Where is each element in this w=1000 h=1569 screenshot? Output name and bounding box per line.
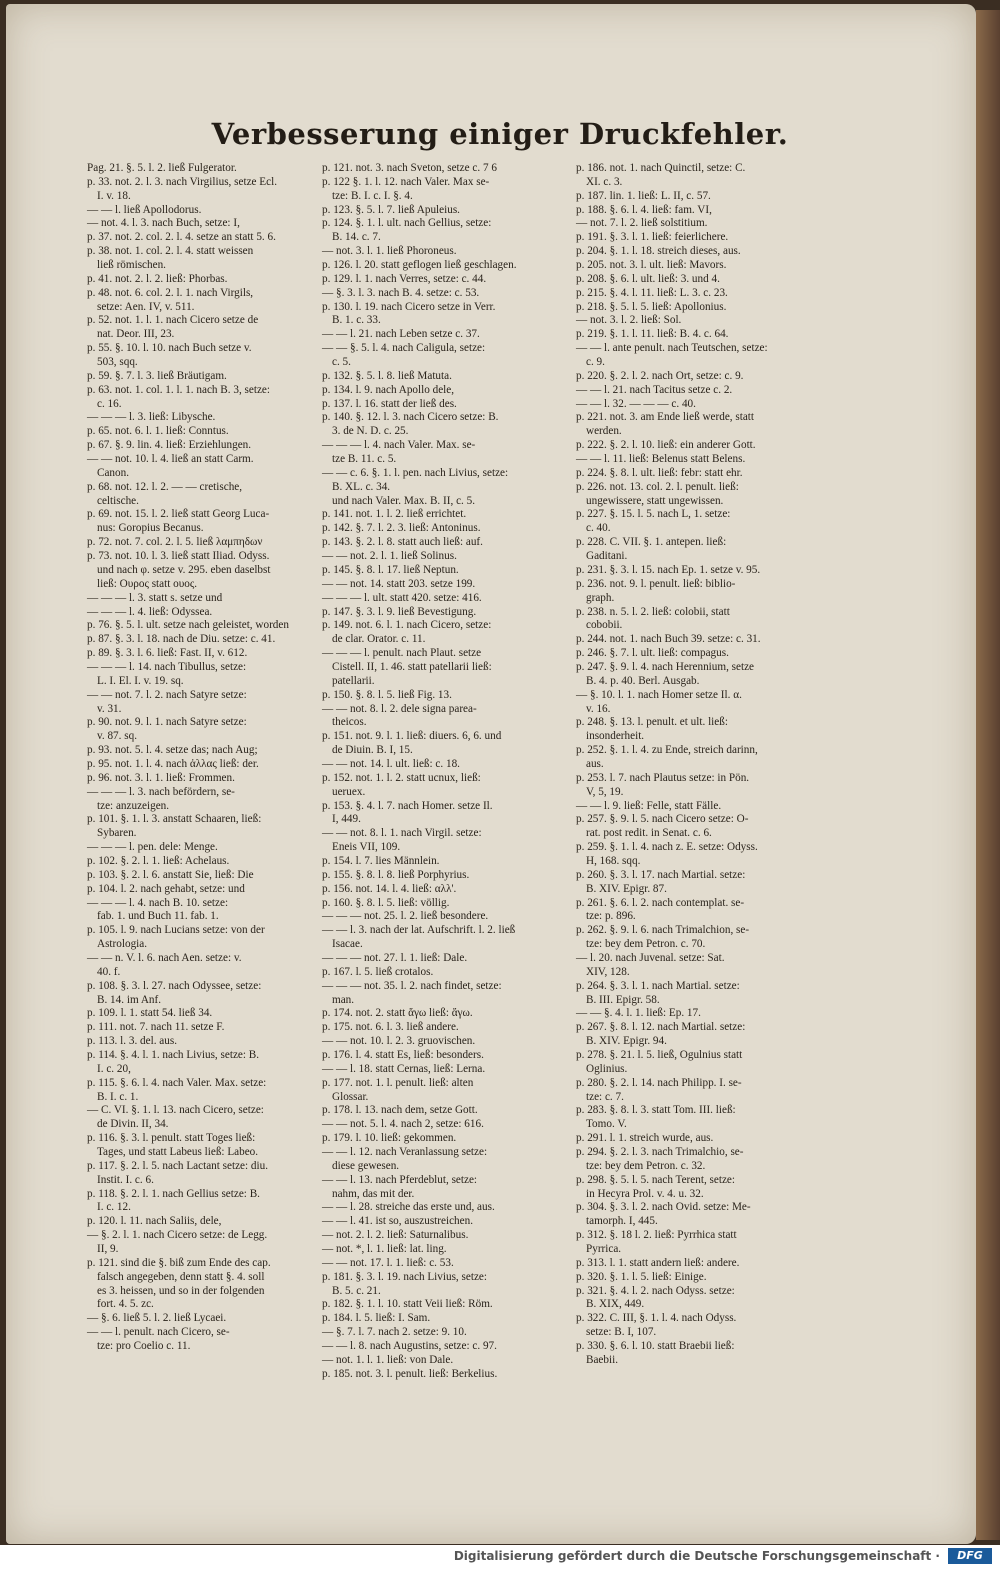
erratum-line: p. 123. §. 5. l. 7. ließ Apuleius.	[322, 203, 460, 216]
erratum-line: p. 134. l. 9. nach Apollo dele,	[322, 383, 455, 396]
erratum-line: p. 101. §. 1. l. 3. anstatt Schaaren, ließ:	[87, 813, 262, 826]
erratum-line: — §. 10. l. 1. nach Homer setze Il. α.	[576, 688, 742, 701]
erratum-line: p. 93. not. 5. l. 4. setze das; nach Aug;	[87, 744, 258, 757]
erratum-line: p. 69. not. 15. l. 2. ließ statt Georg Luca-	[87, 508, 270, 521]
erratum-line: tze B. 11. c. 5.	[332, 453, 397, 466]
erratum-line: p. 182. §. 1. l. 10. statt Veii ließ: Röm.	[322, 1298, 493, 1311]
erratum-line: p. 179. l. 10. ließ: gekommen.	[322, 1132, 457, 1145]
erratum-line: B. 14. im Anf.	[97, 993, 162, 1006]
erratum-line: Sybaren.	[97, 827, 137, 840]
erratum-line: p. 252. §. 1. l. 4. zu Ende, streich darinn,	[576, 744, 758, 757]
erratum-line: p. 191. §. 3. l. 1. ließ: feierlichere.	[576, 231, 729, 244]
erratum-line: p. 142. §. 7. l. 2. 3. ließ: Antoninus.	[322, 522, 481, 535]
erratum-line: p. 278. §. 21. l. 5. ließ, Ogulnius statt	[576, 1049, 743, 1061]
erratum-line: — — not. 10. l. 2. 3. gruovischen.	[322, 1035, 476, 1048]
erratum-line: XIV, 128.	[586, 965, 630, 978]
erratum-line: — — §. 4. l. 1. ließ: Ep. 17.	[576, 1007, 701, 1020]
erratum-line: p. 102. §. 2. l. 1. ließ: Achelaus.	[87, 854, 230, 867]
erratum-line: p. 105. l. 9. nach Lucians setze: von der	[87, 924, 265, 937]
erratum-line: — — — l. 3. nach befördern, se-	[87, 785, 235, 798]
erratum-line: p. 283. §. 8. l. 3. statt Tom. III. ließ:	[576, 1104, 736, 1117]
erratum-line: p. 177. not. 1. l. penult. ließ: alten	[322, 1076, 474, 1089]
erratum-line: c. 16.	[97, 397, 122, 410]
erratum-line: — — not. 14. l. ult. ließ: c. 18.	[322, 757, 460, 770]
erratum-line: p. 41. not. 2. l. 2. ließ: Phorbas.	[87, 272, 228, 285]
erratum-line: — — l. 32. — — — c. 40.	[576, 397, 696, 410]
erratum-line: p. 65. not. 6. l. 1. ließ: Conntus.	[87, 425, 229, 438]
erratum-line: setze: B. I, 107.	[586, 1326, 657, 1339]
erratum-line: p. 167. l. 5. ließ crotalos.	[322, 965, 434, 978]
erratum-line: Oglinius.	[586, 1062, 628, 1075]
erratum-line: Pyrrica.	[586, 1243, 622, 1256]
erratum-line: theicos.	[332, 716, 367, 729]
erratum-line: H, 168. sqq.	[586, 854, 641, 867]
erratum-line: — — — not. 35. l. 2. nach findet, setze:	[322, 979, 502, 992]
erratum-line: p. 205. not. 3. l. ult. ließ: Mavors.	[576, 259, 727, 272]
erratum-line: — — l. 41. ist so, auszustreichen.	[322, 1215, 474, 1228]
erratum-line: graph.	[586, 591, 615, 604]
erratum-line: XI. c. 3.	[586, 175, 623, 188]
erratum-line: p. 122 §. 1. l. 12. nach Valer. Max se-	[322, 175, 490, 188]
erratum-line: — — l. 12. nach Veranlassung setze:	[322, 1146, 488, 1159]
erratum-line: p. 160. §. 8. l. 5. ließ: völlig.	[322, 896, 450, 909]
erratum-line: — — l. ante penult. nach Teutschen, setze:	[576, 342, 768, 355]
erratum-line: ließ: Ουρος statt ουος.	[97, 577, 198, 590]
erratum-line: p. 121. not. 3. nach Sveton, setze c. 7 6	[322, 162, 497, 174]
erratum-line: aus.	[586, 757, 604, 770]
erratum-line: p. 115. §. 6. l. 4. nach Valer. Max. setze:	[87, 1076, 267, 1089]
erratum-line: — — not. 14. statt 203. setze 199.	[322, 577, 476, 590]
erratum-line: p. 260. §. 3. l. 17. nach Martial. setze:	[576, 868, 746, 881]
erratum-line: p. 219. §. 1. l. 11. ließ: B. 4. c. 64.	[576, 328, 729, 341]
erratum-line: p. 114. §. 4. l. 1. nach Livius, setze: B.	[87, 1049, 260, 1061]
erratum-line: p. 108. §. 3. l. 27. nach Odyssee, setze:	[87, 979, 262, 992]
erratum-line: p. 236. not. 9. l. penult. ließ: biblio-	[576, 577, 736, 590]
erratum-line: B. 1. c. 33.	[332, 314, 381, 327]
erratum-line: Cistell. II, 1. 46. statt patellarii ließ:	[332, 660, 492, 673]
erratum-line: werden.	[586, 425, 622, 438]
erratum-line: 3. de N. D. c. 25.	[332, 425, 409, 438]
erratum-line: cobobii.	[586, 619, 623, 632]
erratum-line: p. 304. §. 3. l. 2. nach Ovid. setze: Me-	[576, 1201, 751, 1214]
erratum-line: — — c. 6. §. 1. l. pen. nach Livius, setze:	[322, 466, 509, 479]
erratum-line: setze: Aen. IV, v. 511.	[97, 300, 195, 313]
erratum-line: tze: bey dem Petron. c. 70.	[586, 938, 706, 951]
erratum-line: Instit. I. c. 6.	[97, 1173, 154, 1186]
erratum-line: p. 175. not. 6. l. 3. ließ andere.	[322, 1021, 459, 1034]
erratum-line: p. 147. §. 3. l. 9. ließ Bevestigung.	[322, 605, 477, 618]
erratum-line: Eneis VII, 109.	[332, 841, 401, 854]
erratum-line: Tomo. V.	[586, 1118, 627, 1131]
column-middle	[322, 162, 570, 1382]
erratum-line: L. I. El. I. v. 19. sq.	[97, 674, 184, 687]
erratum-line: p. 222. §. 2. l. 10. ließ: ein anderer Gott.	[576, 439, 756, 452]
erratum-line: p. 73. not. 10. l. 3. ließ statt Iliad. Odyss.	[87, 550, 270, 563]
erratum-line: p. 322. C. III, §. 1. l. 4. nach Odyss.	[576, 1312, 737, 1325]
erratum-line: fort. 4. 5. zc.	[97, 1298, 154, 1311]
erratum-line: p. 143. §. 2. l. 8. statt auch ließ: auf.	[322, 536, 483, 549]
erratum-line: p. 151. not. 9. l. 1. ließ: diuers. 6, 6. und	[322, 730, 502, 743]
erratum-line: — not. 3. l. 1. ließ Phoroneus.	[322, 245, 457, 258]
erratum-line: 40. f.	[97, 965, 121, 978]
erratum-line: B. 14. c. 7.	[332, 231, 381, 244]
erratum-line: p. 150. §. 8. l. 5. ließ Fig. 13.	[322, 688, 452, 701]
erratum-line: I. c. 12.	[97, 1201, 131, 1214]
erratum-line: p. 226. not. 13. col. 2. l. penult. ließ:	[576, 480, 739, 493]
erratum-line: p. 228. C. VII. §. 1. antepen. ließ:	[576, 536, 727, 549]
erratum-line: p. 257. §. 9. l. 5. nach Cicero setze: O-	[576, 813, 749, 826]
erratum-line: p. 104. l. 2. nach gehabt, setze: und	[87, 882, 245, 895]
erratum-line: tze: p. 896.	[586, 910, 636, 923]
erratum-line: II, 9.	[97, 1243, 119, 1256]
erratum-line: B. 4. p. 40. Berl. Ausgab.	[586, 674, 700, 687]
erratum-line: p. 188. §. 6. l. 4. ließ: fam. VI,	[576, 203, 712, 216]
erratum-line: nus: Goropius Becanus.	[97, 522, 204, 535]
erratum-line: es 3. heissen, und so in der folgenden	[97, 1284, 265, 1297]
erratum-line: ueruex.	[332, 785, 366, 798]
erratum-line: — — l. 18. statt Cernas, ließ: Lerna.	[322, 1062, 486, 1075]
erratum-line: p. 124. §. 1. l. ult. nach Gellius, setze:	[322, 217, 492, 230]
erratum-line: p. 215. §. 4. l. 11. ließ: L. 3. c. 23.	[576, 286, 728, 299]
erratum-line: p. 156. not. 14. l. 4. ließ: αλλ'.	[322, 882, 457, 895]
erratum-line: p. 152. not. 1. l. 2. statt ucnux, ließ:	[322, 771, 481, 784]
dfg-logo: DFG	[948, 1548, 992, 1564]
erratum-line: — §. 3. l. 3. nach B. 4. setze: c. 53.	[322, 286, 480, 299]
erratum-line: c. 40.	[586, 522, 611, 535]
erratum-line: p. 140. §. 12. l. 3. nach Cicero setze: B.	[322, 411, 499, 424]
erratum-line: — §. 7. l. 7. nach 2. setze: 9. 10.	[322, 1326, 467, 1339]
erratum-line: p. 118. §. 2. l. 1. nach Gellius setze: B.	[87, 1187, 260, 1200]
erratum-line: p. 320. §. 1. l. 5. ließ: Einige.	[576, 1270, 707, 1283]
erratum-line: B. III. Epigr. 58.	[586, 993, 660, 1006]
erratum-line: p. 267. §. 8. l. 12. nach Martial. setze:	[576, 1021, 746, 1034]
erratum-line: — — l. 9. ließ: Felle, statt Fälle.	[576, 799, 722, 812]
erratum-line: diese gewesen.	[332, 1159, 400, 1172]
erratum-line: — — not. 17. l. 1. ließ: c. 53.	[322, 1256, 454, 1269]
erratum-line: p. 294. §. 2. l. 3. nach Trimalchio, se-	[576, 1146, 744, 1159]
erratum-line: — not. 1. l. 1. ließ: von Dale.	[322, 1353, 454, 1366]
erratum-line: — — n. V. l. 6. nach Aen. setze: v.	[87, 951, 242, 964]
erratum-line: p. 261. §. 6. l. 2. nach contemplat. se-	[576, 896, 745, 909]
erratum-line: p. 221. not. 3. am Ende ließ werde, statt	[576, 411, 755, 424]
erratum-line: tze: pro Coelio c. 11.	[97, 1340, 191, 1353]
erratum-line: p. 253. l. 7. nach Plautus setze: in Pön.	[576, 771, 750, 784]
erratum-line: c. 9.	[586, 356, 605, 369]
erratum-line: nahm, das mit der.	[332, 1187, 415, 1200]
erratum-line: p. 280. §. 2. l. 14. nach Philipp. I. se-	[576, 1076, 742, 1089]
erratum-line: p. 117. §. 2. l. 5. nach Lactant setze: diu.	[87, 1159, 269, 1172]
erratum-line: p. 48. not. 6. col. 2. l. 1. nach Virgils,	[87, 286, 254, 299]
erratum-line: p. 178. l. 13. nach dem, setze Gott.	[322, 1104, 478, 1117]
erratum-line: p. 111. not. 7. nach 11. setze F.	[87, 1021, 225, 1034]
erratum-line: p. 224. §. 8. l. ult. ließ: febr: statt ehr.	[576, 466, 743, 479]
erratum-line: p. 95. not. 1. l. 4. nach ἀλλας ließ: der.	[87, 757, 259, 770]
erratum-line: v. 31.	[97, 702, 122, 715]
erratum-line: p. 130. l. 19. nach Cicero setze in Verr.	[322, 300, 496, 313]
erratum-line: — — not. 8. l. 1. nach Virgil. setze:	[322, 827, 482, 840]
erratum-line: — — — l. ult. statt 420. setze: 416.	[322, 591, 482, 604]
erratum-line: p. 321. §. 4. l. 2. nach Odyss. setze:	[576, 1284, 735, 1297]
erratum-line: v. 16.	[586, 702, 611, 715]
erratum-line: — not. 2. l. 2. ließ: Saturnalibus.	[322, 1229, 469, 1242]
erratum-line: 503, sqq.	[97, 356, 138, 369]
erratum-line: p. 291. l. 1. streich wurde, aus.	[576, 1132, 714, 1145]
erratum-line: — — — l. 14. nach Tibullus, setze:	[87, 660, 247, 673]
erratum-line: Pag. 21. §. 5. l. 2. ließ Fulgerator.	[87, 162, 237, 174]
erratum-line: — — l. 8. nach Augustins, setze: c. 97.	[322, 1340, 497, 1353]
erratum-line: p. 63. not. 1. col. 1. l. 1. nach B. 3, setze:	[87, 383, 271, 396]
erratum-line: — — — not. 27. l. 1. ließ: Dale.	[322, 951, 468, 964]
erratum-line: — — l. 13. nach Pferdeblut, setze:	[322, 1173, 478, 1186]
erratum-line: p. 153. §. 4. l. 7. nach Homer. setze Il.	[322, 799, 493, 812]
erratum-line: B. I. c. 1.	[97, 1090, 139, 1103]
erratum-line: p. 76. §. 5. l. ult. setze nach geleistet, worden	[87, 619, 289, 632]
erratum-line: und nach φ. setze v. 295. eben daselbst	[97, 563, 271, 576]
erratum-line: p. 89. §. 3. l. 6. ließ: Fast. II, v. 612.	[87, 647, 248, 660]
erratum-line: p. 103. §. 2. l. 6. anstatt Sie, ließ: Die	[87, 868, 254, 881]
erratum-line: p. 109. l. 1. statt 54. ließ 34.	[87, 1007, 213, 1020]
erratum-line: de Diuin. B. I, 15.	[332, 744, 413, 757]
erratum-line: p. 330. §. 6. l. 10. statt Braebii ließ:	[576, 1340, 735, 1353]
erratum-line: tze: bey dem Petron. c. 32.	[586, 1159, 706, 1172]
erratum-line: Tages, und statt Labeus ließ: Labeo.	[97, 1146, 259, 1159]
footer-credit: Digitalisierung gefördert durch die Deutsche Forschungsgemeinschaft ·	[453, 1549, 940, 1563]
page-title: Verbesserung einiger Druckfehler.	[211, 117, 789, 151]
erratum-line: — — l. penult. nach Cicero, se-	[87, 1326, 230, 1339]
erratum-line: V, 5, 19.	[586, 785, 624, 798]
footer-bar	[0, 1545, 1000, 1569]
erratum-line: B. XIX, 449.	[586, 1298, 645, 1311]
erratum-line: — C. VI. §. 1. l. 13. nach Cicero, setze:	[87, 1104, 264, 1117]
erratum-line: — — — l. 3. ließ: Libysche.	[87, 411, 216, 424]
erratum-line: de clar. Orator. c. 11.	[332, 633, 426, 646]
erratum-line: p. 248. §. 13. l. penult. et ult. ließ:	[576, 716, 728, 729]
erratum-line: p. 126. l. 20. statt geflogen ließ geschlagen.	[322, 259, 517, 272]
column-left	[87, 162, 319, 1354]
erratum-line: tamorph. I, 445.	[586, 1215, 658, 1228]
erratum-line: p. 186. not. 1. nach Quinctil, setze: C.	[576, 162, 746, 174]
erratum-line: — §. 6. ließ 5. l. 2. ließ Lycaei.	[87, 1312, 227, 1325]
erratum-line: p. 68. not. 12. l. 2. — — cretische,	[87, 480, 243, 493]
erratum-line: Gaditani.	[586, 550, 628, 563]
erratum-line: p. 154. l. 7. lies Männlein.	[322, 854, 440, 867]
erratum-line: p. 181. §. 3. l. 19. nach Livius, setze:	[322, 1270, 487, 1283]
erratum-line: — — not. 8. l. 2. dele signa parea-	[322, 702, 477, 715]
erratum-line: I. c. 20,	[97, 1062, 131, 1075]
erratum-line: celtische.	[97, 494, 139, 507]
column-right	[576, 162, 816, 1368]
erratum-line: p. 129. l. 1. nach Verres, setze: c. 44.	[322, 272, 487, 285]
erratum-line: falsch angegeben, denn statt §. 4. soll	[97, 1270, 265, 1283]
erratum-line: Baebii.	[586, 1353, 619, 1366]
erratum-line: Astrologia.	[97, 938, 148, 951]
erratum-line: — — l. ließ Apollodorus.	[87, 203, 202, 216]
erratum-line: — — not. 10. l. 4. ließ an statt Carm.	[87, 453, 254, 466]
erratum-line: p. 247. §. 9. l. 4. nach Herennium, setze	[576, 660, 755, 673]
erratum-line: p. 113. l. 3. del. aus.	[87, 1035, 178, 1048]
erratum-line: p. 218. §. 5. l. 5. ließ: Apollonius.	[576, 300, 727, 313]
erratum-line: p. 120. l. 11. nach Saliis, dele,	[87, 1215, 222, 1228]
erratum-line: — not. 3. l. 2. ließ: Sol.	[576, 314, 682, 327]
erratum-line: p. 121. sind die §. biß zum Ende des cap.	[87, 1256, 271, 1269]
erratum-line: — — — l. 4. ließ: Odyssea.	[87, 605, 213, 618]
erratum-line: — — l. 28. streiche das erste und, aus.	[322, 1201, 495, 1214]
erratum-line: p. 313. l. 1. statt andern ließ: andere.	[576, 1256, 740, 1269]
erratum-line: — §. 2. l. 1. nach Cicero setze: de Legg.	[87, 1229, 268, 1242]
erratum-line: — — — l. 3. statt s. setze und	[87, 591, 223, 604]
erratum-line: — — — l. 4. nach Valer. Max. se-	[322, 439, 476, 452]
erratum-line: B. XIV. Epigr. 94.	[586, 1035, 667, 1048]
erratum-line: B. XIV. Epigr. 87.	[586, 882, 667, 895]
erratum-line: I, 449.	[332, 813, 361, 826]
erratum-line: p. 220. §. 2. l. 2. nach Ort, setze: c. 9.	[576, 369, 744, 382]
erratum-line: — — not. 2. l. 1. ließ Solinus.	[322, 550, 457, 563]
erratum-line: — — — l. 4. nach B. 10. setze:	[87, 896, 229, 909]
erratum-line: p. 149. not. 6. l. 1. nach Cicero, setze:	[322, 619, 492, 632]
erratum-line: rat. post redit. in Senat. c. 6.	[586, 827, 712, 840]
erratum-line: — not. *, l. 1. ließ: lat. ling.	[322, 1243, 447, 1256]
erratum-line: — — not. 5. l. 4. nach 2, setze: 616.	[322, 1118, 484, 1131]
erratum-line: nat. Deor. III, 23.	[97, 328, 175, 341]
erratum-line: und nach Valer. Max. B. II, c. 5.	[332, 494, 476, 507]
erratum-line: — — — l. pen. dele: Menge.	[87, 841, 218, 854]
erratum-line: p. 90. not. 9. l. 1. nach Satyre setze:	[87, 716, 247, 729]
erratum-line: p. 264. §. 3. l. 1. nach Martial. setze:	[576, 979, 740, 992]
erratum-line: fab. 1. und Buch 11. fab. 1.	[97, 910, 219, 923]
erratum-line: I. v. 18.	[97, 189, 131, 202]
erratum-line: in Hecyra Prol. v. 4. u. 32.	[586, 1187, 704, 1200]
erratum-line: tze: c. 7.	[586, 1090, 624, 1103]
erratum-line: p. 38. not. 1. col. 2. l. 4. statt weissen	[87, 245, 254, 258]
erratum-line: — — not. 7. l. 2. nach Satyre setze:	[87, 688, 247, 701]
erratum-line: p. 33. not. 2. l. 3. nach Virgilius, setze Ecl.	[87, 175, 278, 188]
erratum-line: p. 246. §. 7. l. ult. ließ: compagus.	[576, 647, 729, 660]
erratum-line: p. 141. not. 1. l. 2. ließ errichtet.	[322, 508, 467, 521]
erratum-line: p. 155. §. 8. l. 8. ließ Porphyrius.	[322, 868, 470, 881]
erratum-line: c. 5.	[332, 356, 351, 369]
erratum-line: — — — l. penult. nach Plaut. setze	[322, 647, 482, 660]
erratum-line: man.	[332, 993, 355, 1006]
erratum-line: Isacae.	[332, 938, 363, 951]
erratum-line: de Divin. II, 34.	[97, 1118, 169, 1131]
erratum-line: p. 208. §. 6. l. ult. ließ: 3. und 4.	[576, 272, 720, 285]
erratum-line: p. 67. §. 9. lin. 4. ließ: Erziehlungen.	[87, 439, 252, 452]
erratum-line: patellarii.	[332, 674, 375, 687]
erratum-line: p. 262. §. 9. l. 6. nach Trimalchion, se-	[576, 924, 750, 937]
erratum-line: p. 145. §. 8. l. 17. ließ Neptun.	[322, 563, 459, 576]
erratum-line: p. 137. l. 16. statt der ließ des.	[322, 397, 457, 410]
erratum-line: v. 87. sq.	[97, 730, 137, 743]
erratum-line: p. 72. not. 7. col. 2. l. 5. ließ λαμπηδων	[87, 536, 263, 549]
erratum-line: p. 59. §. 7. l. 3. ließ Bräutigam.	[87, 369, 227, 382]
erratum-line: p. 312. §. 18 l. 2. ließ: Pyrrhica statt	[576, 1229, 737, 1242]
erratum-line: Canon.	[97, 466, 130, 479]
erratum-line: p. 244. not. 1. nach Buch 39. setze: c. 31.	[576, 633, 761, 646]
page-edge	[976, 10, 1000, 1540]
erratum-line: — not. 7. l. 2. ließ solstitium.	[576, 217, 708, 230]
erratum-line: p. 227. §. 15. l. 5. nach L, 1. setze:	[576, 508, 731, 521]
erratum-line: p. 184. l. 5. ließ: I. Sam.	[322, 1312, 431, 1325]
erratum-line: B. XL. c. 34.	[332, 480, 391, 493]
erratum-line: p. 96. not. 3. l. 1. ließ: Frommen.	[87, 771, 235, 784]
erratum-line: p. 185. not. 3. l. penult. ließ: Berkelius.	[322, 1367, 498, 1380]
erratum-line: tze: anzuzeigen.	[97, 799, 170, 812]
erratum-line: B. 5. c. 21.	[332, 1284, 381, 1297]
erratum-line: p. 52. not. 1. l. 1. nach Cicero setze de	[87, 314, 259, 327]
erratum-line: ungewissere, statt ungewissen.	[586, 494, 724, 507]
erratum-line: p. 204. §. 1. l. 18. streich dieses, aus.	[576, 245, 741, 258]
erratum-line: p. 55. §. 10. l. 10. nach Buch setze v.	[87, 342, 252, 355]
erratum-line: insonderheit.	[586, 730, 645, 743]
erratum-line: ließ römischen.	[97, 259, 166, 272]
erratum-line: p. 238. n. 5. l. 2. ließ: colobii, statt	[576, 605, 730, 618]
erratum-line: — — §. 5. l. 4. nach Caligula, setze:	[322, 342, 486, 355]
erratum-line: p. 37. not. 2. col. 2. l. 4. setze an statt 5. 6.	[87, 231, 276, 244]
erratum-line: p. 176. l. 4. statt Es, ließ: besonders.	[322, 1049, 484, 1061]
erratum-line: — — l. 11. ließ: Belenus statt Belens.	[576, 453, 746, 466]
erratum-line: p. 259. §. 1. l. 4. nach z. E. setze: Odyss.	[576, 841, 758, 854]
erratum-line: — — l. 3. nach der lat. Aufschrift. l. 2. ließ	[322, 924, 516, 937]
erratum-line: p. 116. §. 3. l. penult. statt Toges ließ:	[87, 1132, 256, 1145]
erratum-line: — — l. 21. nach Leben setze c. 37.	[322, 328, 480, 341]
erratum-line: p. 187. lin. 1. ließ: L. II, c. 57.	[576, 189, 711, 202]
erratum-line: — — — not. 25. l. 2. ließ besondere.	[322, 910, 489, 923]
erratum-line: tze: B. I. c. I. §. 4.	[332, 189, 413, 202]
erratum-line: — not. 4. l. 3. nach Buch, setze: I,	[87, 217, 240, 230]
erratum-line: — l. 20. nach Juvenal. setze: Sat.	[576, 951, 725, 964]
erratum-line: p. 298. §. 5. l. 5. nach Terent, setze:	[576, 1173, 736, 1186]
erratum-line: p. 231. §. 3. l. 15. nach Ep. 1. setze v. 95.	[576, 563, 761, 576]
erratum-line: Glossar.	[332, 1090, 369, 1103]
erratum-line: p. 87. §. 3. l. 18. nach de Diu. setze: c. 41.	[87, 633, 276, 646]
erratum-line: p. 174. not. 2. statt ἄγω ließ: ἄγω.	[322, 1007, 473, 1020]
erratum-line: p. 132. §. 5. l. 8. ließ Matuta.	[322, 369, 452, 382]
erratum-line: — — l. 21. nach Tacitus setze c. 2.	[576, 383, 733, 396]
